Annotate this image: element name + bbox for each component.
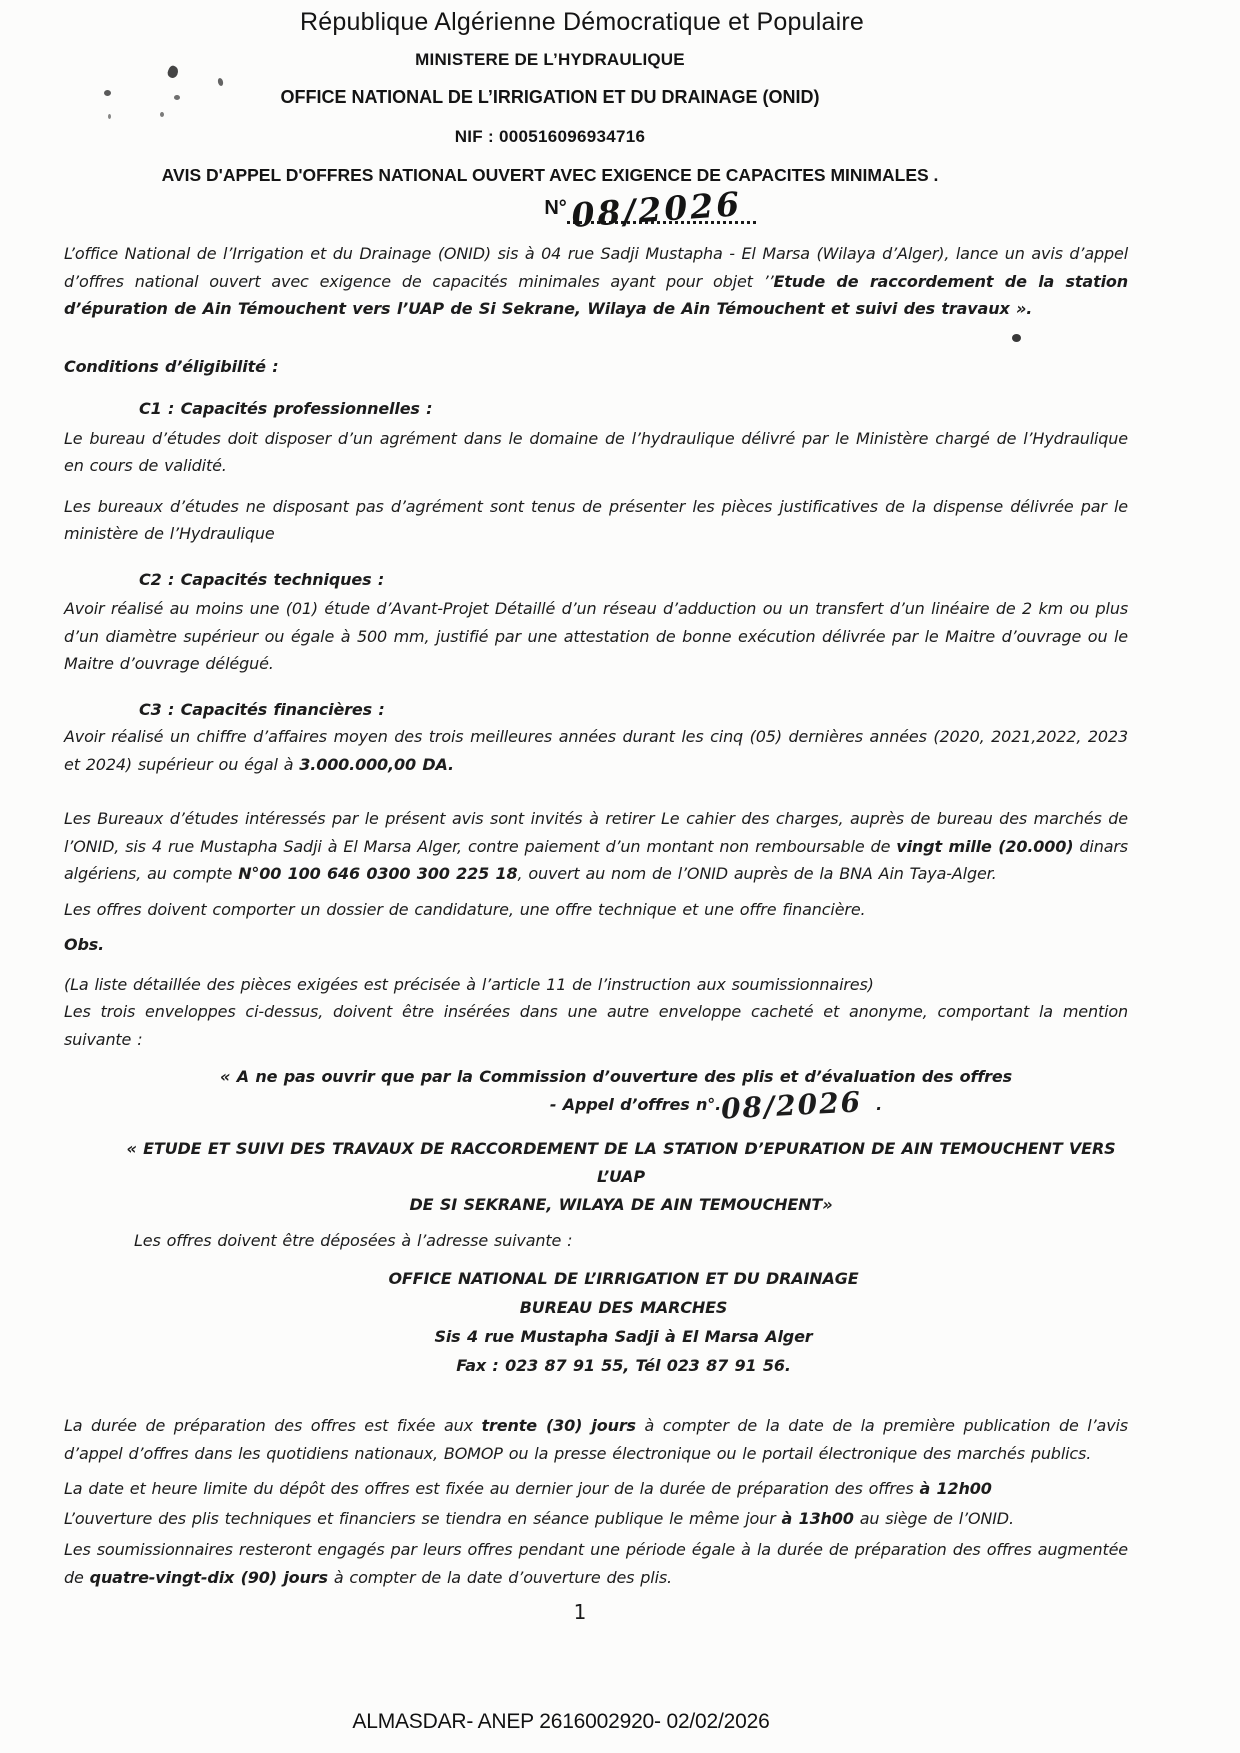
address-line-office: OFFICE NATIONAL DE L’IRRIGATION ET DU DRAINAGE [388,1269,859,1288]
c2-paragraph: Avoir réalisé au moins une (01) étude d’Avant-Projet Détaillé d’un réseau d’adduction ou un transfert d’un linéaire de 2 km ou plus d’un diamètre supérieur ou égale à 500 mm, justifié par une attestation de bonne exécution délivrée par le Maitre d’ouvrage ou le Maitre d’ouvrage délégué. [64,599,1128,673]
c3-paragraph: Avoir réalisé un chiffre d’affaires moyen des trois meilleures années durant les cinq (05) dernières années (2020, 2021,2022, 2023 et 2024) supérieur ou égal à 3.000.000,00 DA. [64,727,1128,774]
appel-offres-suffix: . [876,1094,883,1114]
nif-number: NIF : 000516096934716 [454,127,646,146]
engagement-paragraph: Les soumissionnaires resteront engagés par leurs offres pendant une période égale à la durée de préparation des offres augmentée de quatre-vingt-dix (90) jours à compter de la date d’ouverture des plis. [64,1540,1128,1587]
project-title-line1: « ETUDE ET SUIVI DES TRAVAUX DE RACCORDEMENT DE LA STATION D’EPURATION DE AIN TEMOUCHENT VERS L’UAP [126,1138,1116,1186]
obs-heading: Obs. [64,935,105,954]
publication-footer: ALMASDAR- ANEP 2616002920- 02/02/2026 [352,1710,770,1733]
bold-run: à 13h00 [781,1508,854,1528]
republic-title: République Algérienne Démocratique et Populaire [300,8,864,36]
c1-paragraph-1: Le bureau d’études doit disposer d’un agrément dans le domaine de l’hydraulique délivré par le Ministère chargé de l’Hydraulique en cours de validité. [64,428,1128,475]
envelope-mention-line1: « A ne pas ouvrir que par la Commission d’ouverture des plis et d’évaluation des offres [220,1067,1012,1086]
ouverture-plis-paragraph: L’ouverture des plis techniques et financiers se tiendra en séance publique le même jour à 13h00 au siège de l’ONID. [64,1508,1014,1528]
intro-paragraph: L’office National de l’Irrigation et du Drainage (ONID) sis à 04 rue Sadji Mustapha - El Marsa (Wilaya d’Alger), lance un avis d’appel d’offres national ouvert avec exigence de capacités minimales ayant pour objet ’’Etude de raccordement de la station d’épuration de Ain Témouchent vers l’UAP de Si Sekrane, Wilaya de Ain Témouchent et suivi des travaux ». [64,244,1128,318]
liste-pieces-paragraph: (La liste détaillée des pièces exigées est précisée à l’article 11 de l’instruction aux soumissionnaires) [64,974,874,994]
date-limite-paragraph: La date et heure limite du dépôt des offres est fixée au dernier jour de la durée de préparation des offres à 12h00 [64,1479,992,1498]
c2-heading: C2 : Capacités techniques : [139,569,385,589]
duree-preparation-paragraph: La durée de préparation des offres est fixée aux trente (30) jours à compter de la date de la première publication de l’avis d’appel d’offres dans les quotidiens nationaux, BOMOP ou la presse électronique ou le portail électronique des marchés publics. [64,1416,1128,1463]
document-header [50,0,1050,234]
bold-run: trente (30) jours [481,1416,636,1435]
address-line-fax-tel: Fax : 023 87 91 55, Tél 023 87 91 56. [456,1356,791,1375]
bold-run: N°00 100 646 0300 300 225 18 [238,864,518,883]
ink-speck [160,112,164,117]
bold-run: vingt mille (20.000) [896,836,1074,856]
envelope-mention-line2 [64,1084,1128,1133]
ink-speck [104,90,111,96]
page-number: 1 [573,1600,587,1624]
handwritten-offer-number: 08/2026 [720,1084,863,1126]
c3-heading: C3 : Capacités financières : [139,699,385,719]
project-title-line2: DE SI SEKRANE, WILAYA DE AIN TEMOUCHENT» [409,1194,833,1214]
depot-intro-paragraph: Les offres doivent être déposées à l’adresse suivante : [134,1230,573,1250]
notice-number-line [150,184,1150,235]
ministry-title: MINISTERE DE L’HYDRAULIQUE [415,50,685,69]
deposit-address-block [64,1264,1128,1380]
notice-number-prefix: N° [544,197,567,219]
notice-title: AVIS D'APPEL D'OFFRES NATIONAL OUVERT AVEC EXIGENCE DE CAPACITES MINIMALES . [161,165,939,185]
ink-speck [108,114,111,119]
offres-composition-paragraph: Les offres doivent comporter un dossier de candidature, une offre technique et une offre financière. [64,899,866,919]
eligibility-conditions-heading: Conditions d’éligibilité : [64,356,279,376]
bold-run: Etude de raccordement de la station d’épuration de Ain Témouchent vers l’UAP de Si Sekrane, Wilaya de Ain Témouchent et suivi des travaux ». [64,271,1128,318]
address-line-street: Sis 4 rue Mustapha Sadji à El Marsa Alger [434,1327,813,1346]
bold-run: à 12h00 [919,1479,992,1498]
appel-offres-prefix: - Appel d’offres n°. [549,1094,722,1114]
ink-speck [174,95,180,100]
c1-heading: C1 : Capacités professionnelles : [139,399,433,418]
handwritten-notice-number: 08/2026 [570,184,744,235]
document-body [0,240,1240,1591]
bold-run: 3.000.000,00 DA. [299,754,454,774]
dotted-line [567,184,756,235]
bold-run: quatre-vingt-dix (90) jours [89,1567,328,1587]
c1-paragraph-2: Les bureaux d’études ne disposant pas d’agrément sont tenus de présenter les pièces justificatives de la dispense délivrée par le ministère de l’Hydraulique [64,496,1128,543]
cahier-des-charges-paragraph: Les Bureaux d’études intéressés par le présent avis sont invités à retirer Le cahier des charges, auprès de bureau des marchés de l’ONID, sis 4 rue Mustapha Sadji à El Marsa Alger, contre paiement d’un montant non remboursable de vingt mille (20.000) dinars algériens, au compte N°00 100 646 0300 300 225 18, ouvert au nom de l’ONID auprès de la BNA Ain Taya-Alger. [64,809,1128,883]
address-line-bureau: BUREAU DES MARCHES [519,1298,728,1317]
ink-dot [1012,334,1021,342]
office-title: OFFICE NATIONAL DE L’IRRIGATION ET DU DRAINAGE (ONID) [280,87,820,107]
enveloppes-paragraph: Les trois enveloppes ci-dessus, doivent être insérées dans une autre enveloppe cacheté et anonyme, comportant la mention suivante : [64,1002,1128,1049]
